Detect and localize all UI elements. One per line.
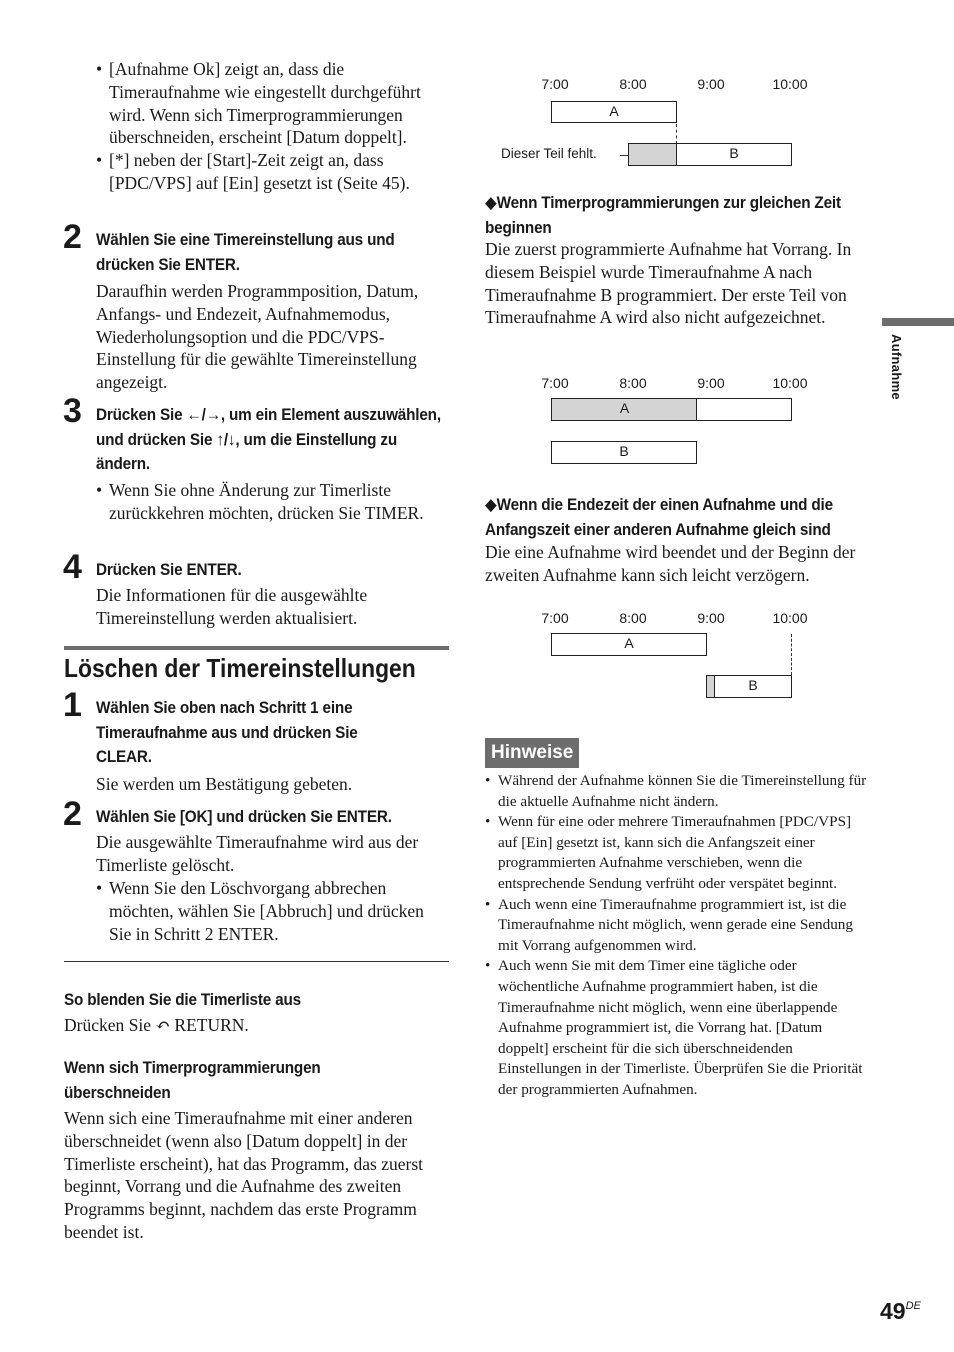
time-label: 10:00 (772, 375, 808, 391)
step-number: 2 (63, 795, 82, 833)
time-label: 8:00 (619, 76, 647, 92)
recording-bar-a: A (551, 101, 677, 123)
recording-bar-a: A (551, 633, 707, 656)
notes-title: Hinweise (485, 738, 579, 768)
time-label: 10:00 (772, 610, 808, 626)
step-body: Daraufhin werden Programmposition, Datum, Anfangs- und Endezeit, Aufnahmemodus, Wiederholungsoption und die PDC/VPS-Einstellung für die gewählte Timereinstellung angezeigt. (96, 281, 419, 393)
step-heading: Drücken Sie ←/→, um ein Element auszuwählen, und drücken Sie ↑/↓, um die Einstellung zu ändern. (96, 405, 441, 474)
time-label: 7:00 (541, 76, 569, 92)
top-bullets (96, 58, 446, 195)
note-item: • Wenn für eine oder mehrere Timeraufnahmen [PDC/VPS] auf [Ein] gesetzt ist, kann sich die Anfangszeit einer programmierten Aufnahme verschieben, wenn die entsprechende Sendung verfrüht oder verspätet beginnt. (485, 813, 852, 892)
time-label: 9:00 (697, 375, 725, 391)
page-number: 49DE (880, 1298, 921, 1324)
bullet-item: • [Aufnahme Ok] zeigt an, dass die Timeraufnahme wie eingestellt durchgeführt wird. Wenn sich Timerprogrammierungen überschneiden, erscheint [Datum doppelt]. (96, 59, 421, 148)
time-label: 8:00 (619, 375, 647, 391)
side-tab-label: Aufnahme (889, 334, 904, 400)
notes-list (485, 771, 870, 1101)
step-bullet: • Wenn Sie ohne Änderung zur Timerliste zurückkehren möchten, drücken Sie TIMER. (96, 480, 424, 523)
recording-bar-a (696, 398, 792, 421)
step-heading: Wählen Sie [OK] und drücken Sie ENTER. (96, 807, 392, 826)
note-item: • Auch wenn eine Timeraufnahme programmiert ist, ist die Timeraufnahme nicht möglich, wenn gerade eine Sendung mit Vorrang aufgenommen wird. (485, 895, 853, 954)
step-number: 3 (63, 392, 82, 430)
bullet-item: • [*] neben der [Start]-Zeit zeigt an, dass [PDC/VPS] auf [Ein] gesetzt ist (Seite 45). (96, 150, 410, 193)
timeline-diagram-2 (495, 375, 825, 470)
step-number: 4 (63, 548, 82, 586)
subheading: So blenden Sie die Timerliste aus (64, 990, 301, 1009)
recording-bar-a-skipped: A (551, 398, 697, 421)
step-heading: Wählen Sie eine Timereinstellung aus und drücken Sie ENTER. (96, 230, 395, 274)
time-label: 7:00 (541, 375, 569, 391)
missing-part-label: Dieser Teil fehlt. (501, 146, 597, 161)
note-item: • Auch wenn Sie mit dem Timer eine tägliche oder wöchentliche Aufnahme programmiert haben, ist die Timeraufnahme nicht möglich, wenn eine überlappende Aufnahme programmiert ist, die Vorrang hat. [Datum doppelt] erscheint für die sich überschneidenden Einstellungen in der Timerliste. Überprüfen Sie die Priorität der programmierten Aufnahmen. (485, 957, 863, 1098)
divider (64, 961, 449, 962)
subheading: ◆Wenn Timerprogrammierungen zur gleichen Zeit beginnen (485, 193, 841, 237)
step-number: 2 (63, 218, 82, 256)
step-heading: Wählen Sie oben nach Schritt 1 eine Timeraufnahme aus und drücken Sie CLEAR. (96, 698, 358, 767)
recording-bar-b: B (676, 143, 792, 166)
section-title: Löschen der Timereinstellungen (64, 653, 416, 683)
step-bullet: • Wenn Sie den Löschvorgang abbrechen möchten, wählen Sie [Abbruch] und drücken Sie in Schritt 2 ENTER. (96, 878, 424, 944)
side-tab-bar (882, 318, 954, 326)
step-body: Die ausgewählte Timeraufnahme wird aus der Timerliste gelöscht. (96, 832, 419, 875)
step-body: Die Informationen für die ausgewählte Timereinstellung werden aktualisiert. (96, 585, 368, 628)
dashed-guide (676, 124, 677, 144)
time-label: 9:00 (697, 76, 725, 92)
subheading: ◆Wenn die Endezeit der einen Aufnahme und die Anfangszeit einer anderen Aufnahme gleich sind (485, 495, 833, 539)
paragraph: Die zuerst programmierte Aufnahme hat Vorrang. In diesem Beispiel wurde Timeraufnahme A nach Timeraufnahme B programmiert. Der erste Teil von Timeraufnahme A wird also nicht aufgezeichnet. (485, 239, 852, 328)
step-heading: Drücken Sie ENTER. (96, 560, 242, 579)
time-label: 10:00 (772, 76, 808, 92)
paragraph: Wenn sich eine Timeraufnahme mit einer anderen überschneidet (wenn also [Datum doppelt] in der Timerliste erscheint), hat das Programm, das zuerst beginnt, Vorrang und die Aufnahme des zweiten Programms beginnt, nachdem das erste Programm beendet ist. (64, 1108, 423, 1242)
subheading: Wenn sich Timerprogrammierungen überschneiden (64, 1058, 321, 1102)
missing-part-fill (628, 143, 677, 166)
step-number: 1 (63, 686, 82, 724)
time-label: 7:00 (541, 610, 569, 626)
timeline-diagram-3 (495, 610, 825, 700)
note-item: • Während der Aufnahme können Sie die Timereinstellung für die aktuelle Aufnahme nicht ändern. (485, 772, 867, 810)
time-label: 8:00 (619, 610, 647, 626)
step-body: Sie werden um Bestätigung gebeten. (96, 774, 353, 794)
paragraph: Die eine Aufnahme wird beendet und der Beginn der zweiten Aufnahme kann sich leicht verzögern. (485, 542, 856, 585)
timeline-diagram-1 (495, 76, 825, 176)
paragraph: Drücken Sie ↶ RETURN. (64, 1015, 249, 1035)
recording-bar-b: B (551, 441, 697, 464)
dashed-guide (791, 634, 792, 675)
recording-bar-b: B (714, 675, 792, 698)
section-rule (64, 646, 449, 650)
time-label: 9:00 (697, 610, 725, 626)
